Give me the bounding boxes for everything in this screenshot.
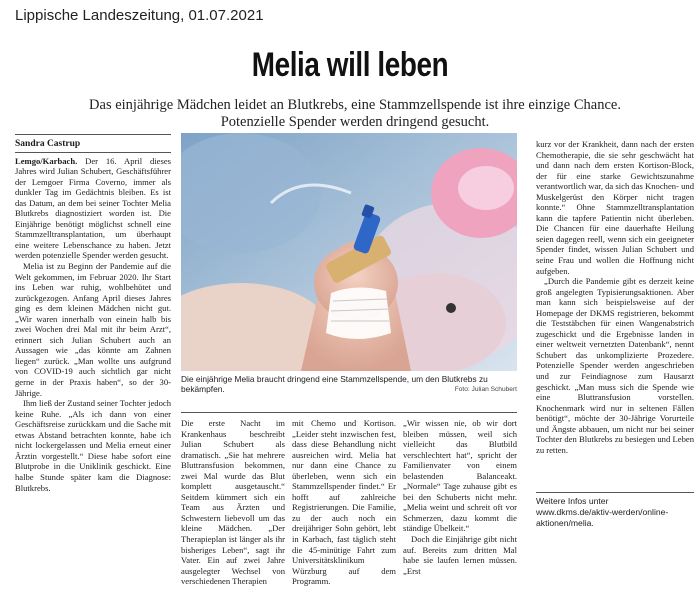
author-byline: Sandra Castrup	[15, 139, 81, 149]
article-column-2	[181, 418, 285, 604]
article-photo	[181, 133, 517, 371]
paragraph: Melia ist zu Beginn der Pandemie auf die Welt gekommen, im Februar 2020. Ihr Start ins Leben war ruhig, wohlbehütet und zurückgezogen. Anfang April dieses Jahres ging es dem kleinen Mädchen nicht gut. „Wir waren innerhalb von einein halb bis zwei Wochen drei Mal mit ihr beim Arzt“, erinnert sich Julian Schubert auch an Aussagen wie „das könnte am Zahnen liegen“ zurück. „Man wollte uns aufgrund von COVID-19 auch sichtlich gar nicht gerne in der Praxis haben“, so der 30-Jährige.	[15, 261, 171, 398]
paragraph: Lemgo/Karbach. Der 16. April dieses Jahres wird Julian Schubert, Geschäftsführer der Lemgoer Firma Coverno, immer als dunkler Tag im Gedächtnis bleiben. Es ist das Datum, an dem bei seiner Tochter Melia Blutkrebs diagnostiziert worden ist. Die Einjährige benötigt möglichst schnell eine Stammzelltransplantation, um überhaupt eine weitere Lebenschance zu haben. Jetzt werden potenzielle Spender werden gesucht.	[15, 155, 171, 261]
article-column-5	[536, 139, 694, 491]
author-rule	[15, 134, 171, 135]
photo-illustration	[181, 133, 517, 371]
article-column-1	[15, 139, 171, 604]
headline: Melia will leben	[251, 46, 449, 84]
byline-rule	[15, 152, 171, 153]
dateline: Lemgo/Karbach.	[15, 155, 78, 166]
info-box	[536, 496, 694, 529]
newspaper-source: Lippische Landeszeitung, 01.07.2021	[15, 7, 264, 24]
paragraph: Ihm ließ der Zustand seiner Tochter jedoch keine Ruhe. „Als ich dann von einer Geschäftsreise zurückkam und die Sache mit etwas Abstand betrachten konnte, habe ich nicht lockergelassen und Melia erneut einer Ärztin vorgestellt.“ Diese habe sofort eine Blutprobe in die Uniklinik geschickt. Eine halbe Stunde später kam die Diagnose: Blutkrebs.	[15, 398, 171, 493]
article-column-4	[403, 418, 517, 604]
subtitle	[60, 97, 650, 131]
article-column-3	[292, 418, 396, 604]
paragraph: Die erste Nacht im Krankenhaus beschreibt Julian Schubert als dramatisch. „Sie hat mehrere Bluttransfusion bekommen, zwei Mal wurde das Blut komplett ausgetauscht.“ Seitdem kümmert sich ein Team aus Ärzten und Schwestern liebevoll um das kleine Mädchen. „Der Therapieplan ist länger als ihr bisheriges Leben“, sagt ihr Vater. Ein auf zwei Jahre ausgelegter Wechsel von verschiedenen Therapien	[181, 418, 285, 587]
infobox-rule	[536, 492, 694, 493]
photo-caption: Die einjährige Melia braucht dringend eine Stammzellspende, um den Blutkrebs zu bekämpfen.	[181, 374, 488, 394]
info-url[interactable]: www.dkms.de/aktiv-werden/online-aktionen/melia.	[536, 507, 669, 528]
paragraph: „Wir wissen nie, ob wir dort bleiben müssen, weil sich vielleicht das Blutbild verschlechtert hat“, spricht der Familienvater von einem belastenden Balanceakt. „Normale“ Tage zuhause gibt es bei den Schuberts nicht mehr. „Melia weint und schreit oft vor Schmerzen, dazu kommt die ständige Übelkeit.“	[403, 418, 517, 534]
paragraph: kurz vor der Krankheit, dann nach der ersten Chemotherapie, die sie sehr geschwächt hat und dann nach dem ersten Kortison-Block, der für eine starke Gewichtszunahme verantwortlich war, da sich das Knochen- und Muskelgerüst den Körper nicht tragen konnte.“ Ohne Stammzelltransplantation kann die tapfere Patientin nicht überleben. Die Chancen für eine dauerhafte Heilung seien dagegen reell, wenn sich ein geeigneter Spender findet, wissen Julian Schubert und seine Frau und wollen die Hoffnung nicht aufgeben.	[536, 139, 694, 276]
paragraph: mit Chemo und Kortison. „Leider steht inzwischen fest, dass diese Behandlung nicht ausreichen wird. Melia hat nur dann eine Chance zu überleben, wenn sich ein Stammzellspender findet.“ Er hofft auf zahlreiche Registrierungen. Die Familie, zu der auch noch ein dreijähriger Sohn gehört, lebt in Karbach, fast täglich steht die 45-minütige Fahrt zum Universitätsklinikum Würzburg auf dem Programm.	[292, 418, 396, 587]
photo-bottom-rule	[181, 412, 517, 413]
info-heading: Weitere Infos unter	[536, 496, 609, 506]
photo-credit: Foto: Julian Schubert	[454, 386, 517, 393]
paragraph: Doch die Einjährige gibt nicht auf. Bereits zum dritten Mal habe sie laufen lernen müssen. „Erst	[403, 534, 517, 576]
subtitle-line-1: Das einjährige Mädchen leidet an Blutkrebs, eine Stammzellspende ist ihre einzige Chance.	[89, 97, 621, 113]
subtitle-line-2: Potenzielle Spender werden dringend gesucht.	[220, 114, 490, 130]
paragraph: „Durch die Pandemie gibt es derzeit keine groß angelegten Typisierungsaktionen. Aber man kann sich beispielsweise auf der Homepage der DKMS registrieren, bekommt die Teststäbchen für einen Wangenabstrich zugeschickt und die Ergebnisse landen in einer weltweit vernetzten Datenbank“, nennt Schubert das unkomplizierte Prozedere. Potenzielle Spender werden angeschrieben und zur Feindiagnose zum Hausarzt geschickt. „Man muss sich die Spende wie eine Bluttransfusion vorstellen. Knochenmark wird nur in seltenen Fällen benötigt“, möchte der 30-Jährige Vorurteile und Ängste abbauen, um nicht nur bei seiner Tochter den Blutkrebs zu besiegen und Leben zu retten.	[536, 276, 694, 455]
